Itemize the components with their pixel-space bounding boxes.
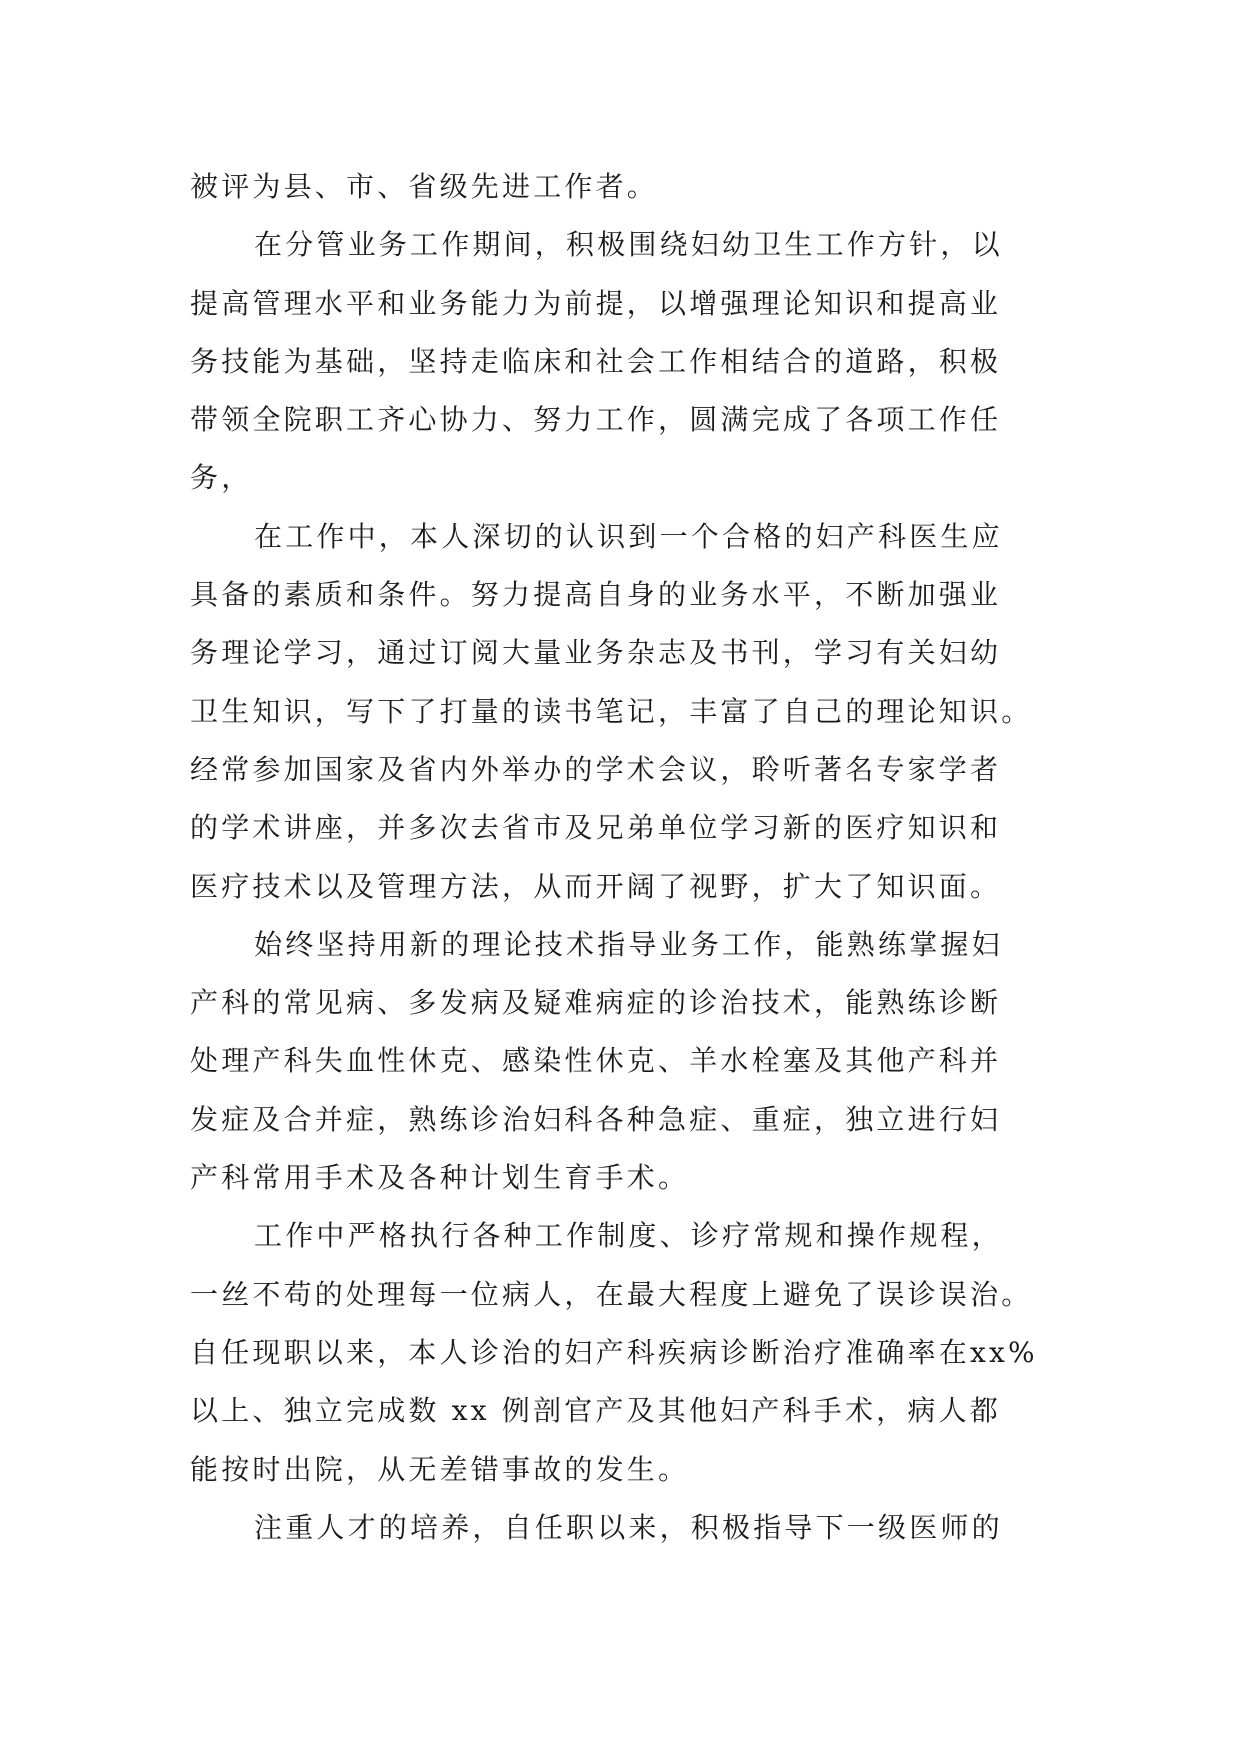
paragraph-line: 务技能为基础，坚持走临床和社会工作相结合的道路，积极 (190, 344, 1002, 378)
paragraph-line: 卫生知识，写下了打量的读书笔记，丰富了自己的理论知识。 (190, 694, 1033, 728)
paragraph-line: 自任现职以来，本人诊治的妇产科疾病诊断治疗准确率在xx% (190, 1335, 1038, 1369)
paragraph-line: 处理产科失血性休克、感染性休克、羊水栓塞及其他产科并 (190, 1044, 1002, 1078)
paragraph-line: 务， (190, 461, 253, 495)
paragraph-line: 医疗技术以及管理方法，从而开阔了视野，扩大了知识面。 (190, 869, 1002, 903)
paragraph-first-line: 在工作中，本人深切的认识到一个合格的妇产科医生应 (254, 519, 1003, 553)
paragraph-first-line: 在分管业务工作期间，积极围绕妇幼卫生工作方针，以 (254, 228, 1003, 262)
paragraph-line: 发症及合并症，熟练诊治妇科各种急症、重症，独立进行妇 (190, 1102, 1002, 1136)
paragraph-line: 一丝不苟的处理每一位病人，在最大程度上避免了误诊误治。 (190, 1277, 1033, 1311)
paragraph-line: 经常参加国家及省内外举办的学术会议，聆听著名专家学者 (190, 752, 1002, 786)
paragraph-line: 带领全院职工齐心协力、努力工作，圆满完成了各项工作任 (190, 403, 1002, 437)
paragraph-line: 能按时出院，从无差错事故的发生。 (190, 1452, 690, 1486)
paragraph-line: 产科的常见病、多发病及疑难病症的诊治技术，能熟练诊断 (190, 986, 1002, 1020)
paragraph-line: 务理论学习，通过订阅大量业务杂志及书刊，学习有关妇幼 (190, 636, 1002, 670)
paragraph-line: 具备的素质和条件。努力提高自身的业务水平，不断加强业 (190, 578, 1002, 612)
paragraph-first-line: 工作中严格执行各种工作制度、诊疗常规和操作规程， (254, 1219, 1003, 1253)
paragraph-line: 提高管理水平和业务能力为前提，以增强理论知识和提高业 (190, 286, 1002, 320)
paragraph-first-line: 始终坚持用新的理论技术指导业务工作，能熟练掌握妇 (254, 927, 1003, 961)
paragraph-line: 的学术讲座，并多次去省市及兄弟单位学习新的医疗知识和 (190, 811, 1002, 845)
paragraph-line: 以上、独立完成数 xx 例剖官产及其他妇产科手术，病人都 (190, 1394, 1001, 1428)
document-body (190, 158, 1058, 1557)
paragraph-line: 产科常用手术及各种计划生育手术。 (190, 1161, 690, 1195)
paragraph-line: 被评为县、市、省级先进工作者。 (190, 170, 659, 203)
paragraph-first-line: 注重人才的培养，自任职以来，积极指导下一级医师的 (254, 1510, 1003, 1544)
